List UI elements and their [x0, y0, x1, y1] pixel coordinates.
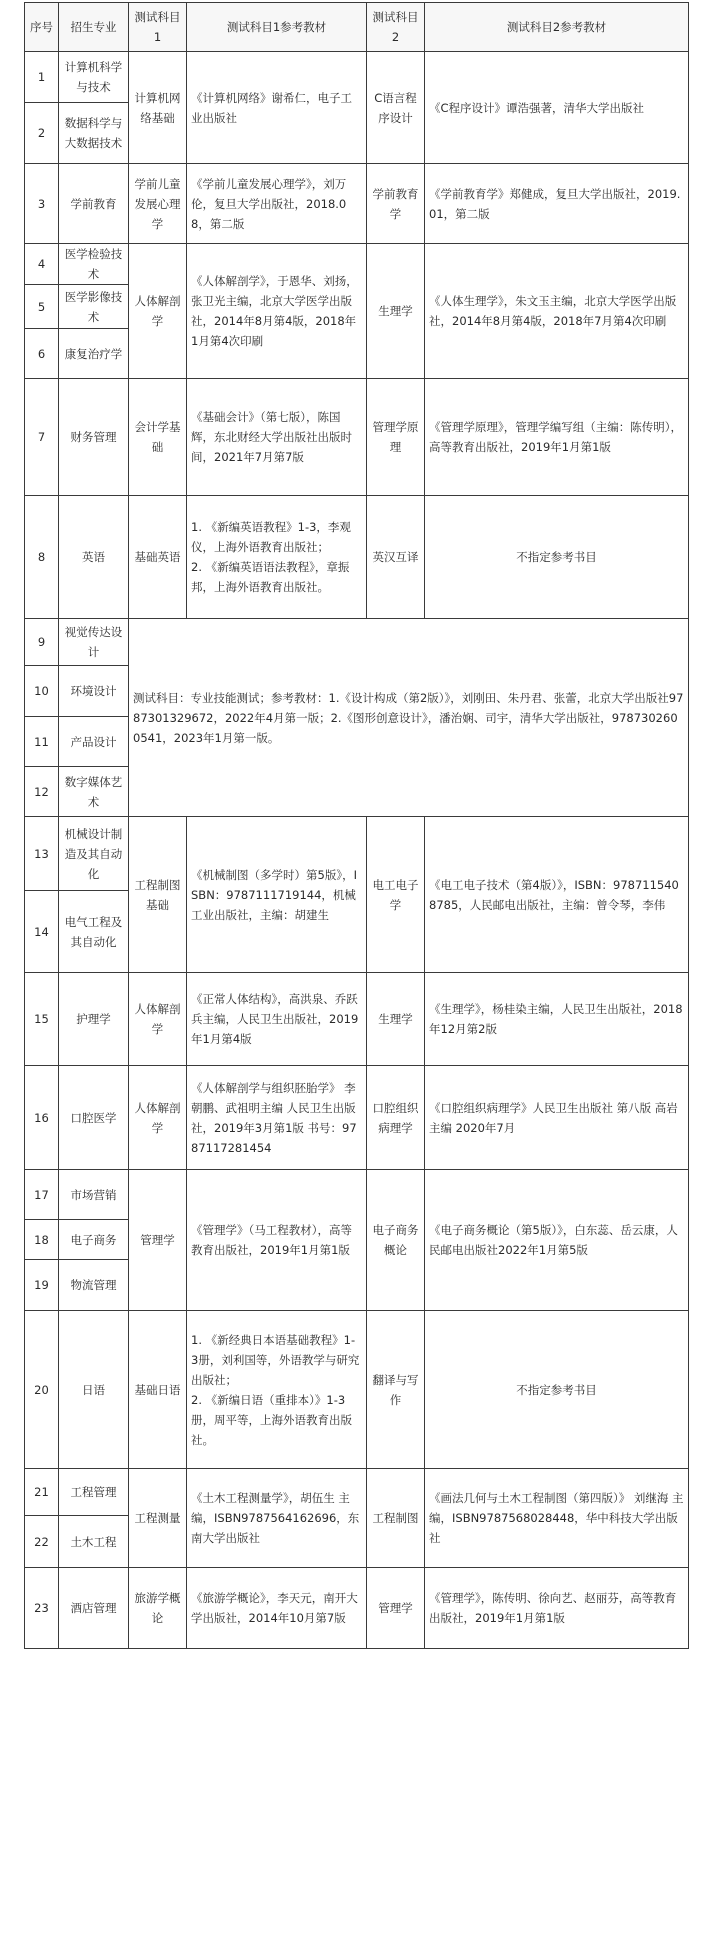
- row-no: 18: [25, 1220, 59, 1260]
- table-row: [25, 619, 689, 666]
- row-major: 数据科学与大数据技术: [59, 103, 129, 164]
- row-major: 机械设计制造及其自动化: [59, 817, 129, 891]
- ref2-cell: 《口腔组织病理学》人民卫生出版社 第八版 高岩主编 2020年7月: [425, 1066, 689, 1170]
- row-major: 视觉传达设计: [59, 619, 129, 666]
- header-subject2: 测试科目2: [367, 3, 425, 52]
- row-no: 13: [25, 817, 59, 891]
- row-no: 11: [25, 717, 59, 767]
- row-major: 市场营销: [59, 1170, 129, 1220]
- subject2-cell: 管理学: [367, 1568, 425, 1649]
- row-no: 9: [25, 619, 59, 666]
- table-row: [25, 1170, 689, 1220]
- row-major: 学前教育: [59, 164, 129, 244]
- subject1-cell: 旅游学概论: [129, 1568, 187, 1649]
- row-no: 8: [25, 496, 59, 619]
- subject1-cell: 学前儿童发展心理学: [129, 164, 187, 244]
- subject1-cell: 计算机网络基础: [129, 52, 187, 164]
- ref1-cell: 《土木工程测量学》，胡伍生 主编，ISBN9787564162696，东南大学出版社: [187, 1469, 367, 1568]
- row-no: 14: [25, 891, 59, 973]
- ref2-cell: 《电工电子技术（第4版）》，ISBN：9787115408785，人民邮电出版社，主编：曾令琴，李伟: [425, 817, 689, 973]
- row-major: 工程管理: [59, 1469, 129, 1516]
- row-no: 5: [25, 285, 59, 329]
- row-major: 环境设计: [59, 666, 129, 717]
- row-no: 1: [25, 52, 59, 103]
- row-major: 口腔医学: [59, 1066, 129, 1170]
- row-no: 15: [25, 973, 59, 1066]
- subject1-cell: 人体解剖学: [129, 1066, 187, 1170]
- table-row: [25, 52, 689, 103]
- row-no: 20: [25, 1311, 59, 1469]
- subject1-cell: 工程测量: [129, 1469, 187, 1568]
- row-major: 电气工程及其自动化: [59, 891, 129, 973]
- ref2-cell: 《画法几何与土木工程制图（第四版）》 刘继海 主编，ISBN9787568028448，华中科技大学出版社: [425, 1469, 689, 1568]
- row-no: 17: [25, 1170, 59, 1220]
- ref1-line: 1. 《新经典日本语基础教程》1-3册，刘利国等，外语教学与研究出版社；: [191, 1332, 360, 1387]
- subject1-cell: 工程制图基础: [129, 817, 187, 973]
- subject1-cell: 人体解剖学: [129, 973, 187, 1066]
- header-ref1: 测试科目1参考教材: [187, 3, 367, 52]
- ref1-cell: 《人体解剖学与组织胚胎学》 李朝鹏、武祖明主编 人民卫生出版社，2019年3月第1版 书号：9787117281454: [187, 1066, 367, 1170]
- ref2-cell: 不指定参考书目: [425, 1311, 689, 1469]
- ref1-cell: [187, 496, 367, 619]
- subject2-cell: 管理学原理: [367, 379, 425, 496]
- ref1-cell: 《学前儿童发展心理学》，刘万伦，复旦大学出版社，2018.08，第二版: [187, 164, 367, 244]
- ref2-cell: 《生理学》，杨桂染主编，人民卫生出版社，2018年12月第2版: [425, 973, 689, 1066]
- row-no: 6: [25, 329, 59, 379]
- row-major: 日语: [59, 1311, 129, 1469]
- ref1-cell: 《机械制图（多学时）第5版》，ISBN：9787111719144，机械工业出版社，主编：胡建生: [187, 817, 367, 973]
- subjects-table: [24, 2, 689, 1649]
- subject2-cell: 英汉互译: [367, 496, 425, 619]
- table-row: [25, 1066, 689, 1170]
- subject1-cell: 基础日语: [129, 1311, 187, 1469]
- ref2-cell: 不指定参考书目: [425, 496, 689, 619]
- ref1-cell: 《基础会计》（第七版），陈国辉，东北财经大学出版社出版时间，2021年7月第7版: [187, 379, 367, 496]
- row-major: 英语: [59, 496, 129, 619]
- table-row: [25, 1311, 689, 1469]
- table-row: [25, 164, 689, 244]
- ref2-cell: 《人体生理学》，朱文玉主编，北京大学医学出版社，2014年8月第4版，2018年7月第4次印刷: [425, 244, 689, 379]
- ref1-cell: 《旅游学概论》，李天元，南开大学出版社，2014年10月第7版: [187, 1568, 367, 1649]
- ref1-line: 2. 《新编英语语法教程》，章振邦，上海外语教育出版社。: [191, 560, 350, 594]
- row-major: 医学影像技术: [59, 285, 129, 329]
- row-major: 酒店管理: [59, 1568, 129, 1649]
- subject1-cell: 会计学基础: [129, 379, 187, 496]
- header-no: 序号: [25, 3, 59, 52]
- table-row: [25, 244, 689, 285]
- row-major: 计算机科学与技术: [59, 52, 129, 103]
- subject1-cell: 管理学: [129, 1170, 187, 1311]
- ref1-cell: 《人体解剖学》，于恩华、刘扬，张卫光主编，北京大学医学出版社，2014年8月第4版，2018年1月第4次印刷: [187, 244, 367, 379]
- subject2-cell: 电子商务概论: [367, 1170, 425, 1311]
- row-no: 2: [25, 103, 59, 164]
- row-major: 财务管理: [59, 379, 129, 496]
- row-major: 医学检验技术: [59, 244, 129, 285]
- subject2-cell: 口腔组织病理学: [367, 1066, 425, 1170]
- subject1-cell: 人体解剖学: [129, 244, 187, 379]
- subject2-cell: 学前教育学: [367, 164, 425, 244]
- row-no: 12: [25, 767, 59, 817]
- row-no: 3: [25, 164, 59, 244]
- ref2-cell: 《管理学原理》，管理学编写组（主编：陈传明），高等教育出版社，2019年1月第1版: [425, 379, 689, 496]
- row-no: 22: [25, 1516, 59, 1568]
- row-major: 物流管理: [59, 1260, 129, 1311]
- subject2-cell: 生理学: [367, 244, 425, 379]
- subject1-cell: 基础英语: [129, 496, 187, 619]
- ref1-cell: [187, 1311, 367, 1469]
- row-major: 产品设计: [59, 717, 129, 767]
- table-row: [25, 973, 689, 1066]
- table-row: [25, 1469, 689, 1516]
- header-major: 招生专业: [59, 3, 129, 52]
- subject2-cell: 电工电子学: [367, 817, 425, 973]
- ref1-line: 1. 《新编英语教程》1-3，李观仪，上海外语教育出版社；: [191, 520, 351, 554]
- subject2-cell: 生理学: [367, 973, 425, 1066]
- row-major: 数字媒体艺术: [59, 767, 129, 817]
- subject2-cell: 工程制图: [367, 1469, 425, 1568]
- ref1-cell: 《计算机网络》谢希仁，电子工业出版社: [187, 52, 367, 164]
- row-no: 19: [25, 1260, 59, 1311]
- header-ref2: 测试科目2参考教材: [425, 3, 689, 52]
- ref2-cell: 《电子商务概论（第5版）》，白东蕊、岳云康，人民邮电出版社2022年1月第5版: [425, 1170, 689, 1311]
- row-major: 护理学: [59, 973, 129, 1066]
- row-no: 16: [25, 1066, 59, 1170]
- ref2-cell: 《C程序设计》谭浩强著，清华大学出版社: [425, 52, 689, 164]
- ref2-cell: 《学前教育学》郑健成，复旦大学出版社，2019.01，第二版: [425, 164, 689, 244]
- row-no: 21: [25, 1469, 59, 1516]
- table-row: [25, 1568, 689, 1649]
- ref1-line: 2. 《新编日语（重排本）》1-3册，周平等，上海外语教育出版社。: [191, 1392, 352, 1447]
- header-subject1: 测试科目1: [129, 3, 187, 52]
- row-no: 4: [25, 244, 59, 285]
- table-row: [25, 496, 689, 619]
- ref1-cell: 《正常人体结构》，高洪泉、乔跃兵主编，人民卫生出版社，2019年1月第4版: [187, 973, 367, 1066]
- row-major: 电子商务: [59, 1220, 129, 1260]
- ref2-cell: 《管理学》，陈传明、徐向艺、赵丽芬，高等教育出版社，2019年1月第1版: [425, 1568, 689, 1649]
- row-no: 23: [25, 1568, 59, 1649]
- row-no: 7: [25, 379, 59, 496]
- table-row: [25, 379, 689, 496]
- design-note-cell: 测试科目：专业技能测试；参考教材：1.《设计构成（第2版）》，刘刚田、朱丹君、张蕾，北京大学出版社9787301329672，2022年4月第一版；2.《图形创意设计》，潘治娴、司宇，清华大学出版社，9787302600541，2023年1月第一版。: [129, 619, 689, 817]
- ref1-cell: 《管理学》（马工程教材），高等教育出版社，2019年1月第1版: [187, 1170, 367, 1311]
- row-major: 康复治疗学: [59, 329, 129, 379]
- row-major: 土木工程: [59, 1516, 129, 1568]
- table-header-row: [25, 3, 689, 52]
- row-no: 10: [25, 666, 59, 717]
- table-row: [25, 817, 689, 891]
- subject2-cell: 翻译与写作: [367, 1311, 425, 1469]
- subject2-cell: C语言程序设计: [367, 52, 425, 164]
